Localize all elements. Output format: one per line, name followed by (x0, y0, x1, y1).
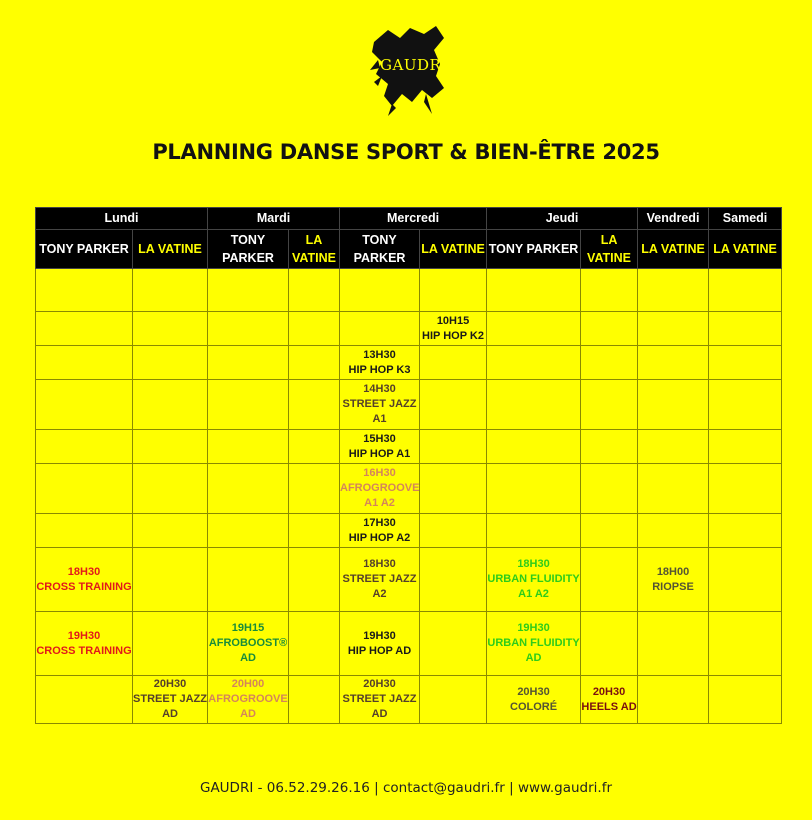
schedule-cell (289, 346, 340, 380)
schedule-cell (709, 464, 782, 514)
schedule-cell (208, 380, 289, 430)
schedule-cell (289, 464, 340, 514)
schedule-row (36, 548, 782, 612)
logo-text: GAUDRI (380, 56, 448, 74)
class-name: HIP HOP K2 (422, 329, 484, 342)
schedule-cell (289, 514, 340, 548)
schedule-row (36, 514, 782, 548)
footer-contact: GAUDRI - 06.52.29.26.16 | contact@gaudri.fr | www.gaudri.fr (199, 780, 613, 796)
schedule-cell (340, 312, 420, 346)
schedule-cell (208, 430, 289, 464)
schedule-cell (487, 514, 581, 548)
schedule-cell (581, 612, 638, 676)
class-time: 14H30 (363, 383, 396, 395)
class-time: 19H15 (231, 622, 265, 634)
schedule-cell (208, 312, 289, 346)
class-time: 19H30 (67, 629, 101, 642)
class-name: HEELS AD (581, 700, 637, 713)
schedule-cell (133, 464, 208, 514)
schedule-cell (487, 269, 581, 312)
class-name: HIP HOP K3 (348, 363, 411, 376)
schedule-cell (581, 312, 638, 346)
venue-header: LA VATINE (581, 230, 638, 269)
schedule-cell (36, 430, 133, 464)
schedule-row (36, 312, 782, 346)
schedule-cell (420, 269, 487, 312)
venues-header-row (36, 230, 782, 269)
venue-header: TONY PARKER (340, 230, 420, 269)
schedule-cell (208, 612, 289, 676)
class-time: 20H30 (363, 678, 396, 690)
class-time: 19H30 (517, 622, 550, 634)
schedule-cell (581, 548, 638, 612)
days-header-row (36, 208, 782, 230)
venue-header: TONY PARKER (36, 230, 133, 269)
schedule-cell (133, 312, 208, 346)
schedule-cell (133, 612, 208, 676)
schedule-cell (208, 464, 289, 514)
schedule-table (35, 207, 782, 724)
class-name: STREET JAZZ A1 (342, 398, 417, 425)
schedule-cell (340, 430, 420, 464)
schedule-cell (638, 430, 709, 464)
schedule-cell (289, 612, 340, 676)
schedule-cell (487, 312, 581, 346)
day-header: Vendredi (638, 208, 709, 230)
schedule-cell (638, 612, 709, 676)
venue-header: TONY PARKER (487, 230, 581, 269)
schedule-row (36, 380, 782, 430)
class-name: RIOPSE (652, 580, 694, 593)
schedule-cell (638, 380, 709, 430)
schedule-cell (36, 346, 133, 380)
schedule-cell (36, 676, 133, 724)
venue-header: LA VATINE (289, 230, 340, 269)
schedule-cell (420, 676, 487, 724)
schedule-cell (638, 514, 709, 548)
class-name: URBAN FLUIDITY AD (487, 637, 580, 664)
schedule-cell (208, 346, 289, 380)
schedule-cell (208, 548, 289, 612)
schedule-cell (133, 380, 208, 430)
schedule-cell (638, 312, 709, 346)
schedule-cell (36, 548, 133, 612)
class-time: 20H30 (153, 678, 187, 690)
schedule-cell (340, 380, 420, 430)
schedule-cell (133, 676, 208, 724)
class-time: 18H30 (67, 565, 101, 578)
schedule-cell (133, 269, 208, 312)
venue-header: LA VATINE (709, 230, 782, 269)
class-time: 20H30 (517, 685, 550, 698)
class-name: STREET JAZZ AD (133, 693, 207, 720)
class-name: CROSS TRAINING (36, 580, 132, 593)
schedule-cell (420, 380, 487, 430)
schedule-cell (208, 269, 289, 312)
schedule-cell (289, 269, 340, 312)
class-name: STREET JAZZ AD (342, 693, 417, 720)
schedule-cell (709, 514, 782, 548)
schedule-cell (133, 548, 208, 612)
schedule-cell (36, 269, 133, 312)
class-name: HIP HOP A1 (348, 447, 411, 460)
schedule-cell (133, 430, 208, 464)
class-time: 17H30 (363, 516, 396, 529)
schedule-cell (289, 676, 340, 724)
schedule-cell (487, 346, 581, 380)
schedule-cell (487, 612, 581, 676)
schedule-cell (487, 548, 581, 612)
schedule-cell (340, 676, 420, 724)
class-name: HIP HOP AD (347, 644, 412, 657)
class-time: 16H30 (363, 467, 396, 479)
venue-header: LA VATINE (420, 230, 487, 269)
class-name: HIP HOP A2 (348, 531, 411, 544)
schedule-cell (420, 548, 487, 612)
schedule-row (36, 346, 782, 380)
venue-header: TONY PARKER (208, 230, 289, 269)
day-header: Lundi (36, 208, 208, 230)
class-name: STREET JAZZ A2 (342, 573, 417, 600)
page-title: PLANNING DANSE SPORT & BIEN-ÊTRE 2025 (152, 140, 660, 164)
schedule-cell (36, 312, 133, 346)
schedule-cell (487, 464, 581, 514)
venue-header: LA VATINE (133, 230, 208, 269)
venue-header: LA VATINE (638, 230, 709, 269)
schedule-cell (487, 676, 581, 724)
schedule-cell (208, 514, 289, 548)
schedule-cell (208, 676, 289, 724)
class-time: 18H30 (363, 558, 396, 570)
class-name: AFROBOOST® AD (208, 637, 288, 664)
class-time: 18H30 (517, 558, 550, 570)
day-header: Mardi (208, 208, 340, 230)
schedule-cell (420, 514, 487, 548)
schedule-cell (36, 612, 133, 676)
schedule-cell (36, 464, 133, 514)
schedule-cell (420, 464, 487, 514)
day-header: Samedi (709, 208, 782, 230)
schedule-row (36, 269, 782, 312)
schedule-cell (638, 548, 709, 612)
schedule-cell (340, 464, 420, 514)
schedule-cell (487, 430, 581, 464)
schedule-cell (709, 612, 782, 676)
schedule-cell (581, 380, 638, 430)
schedule-cell (289, 430, 340, 464)
schedule-cell (709, 269, 782, 312)
schedule-cell (340, 612, 420, 676)
schedule-cell (581, 676, 638, 724)
schedule-row (36, 676, 782, 724)
schedule-cell (487, 380, 581, 430)
schedule-cell (289, 548, 340, 612)
schedule-cell (638, 676, 709, 724)
schedule-row (36, 430, 782, 464)
schedule-cell (420, 312, 487, 346)
schedule-cell (420, 346, 487, 380)
schedule-cell (133, 514, 208, 548)
schedule-cell (420, 612, 487, 676)
schedule-cell (638, 464, 709, 514)
schedule-cell (340, 269, 420, 312)
schedule-cell (638, 346, 709, 380)
class-time: 10H15 (436, 314, 470, 327)
schedule-cell (709, 676, 782, 724)
schedule-cell (709, 312, 782, 346)
schedule-cell (581, 269, 638, 312)
class-time: 19H30 (363, 629, 396, 642)
schedule-cell (340, 346, 420, 380)
class-name: CROSS TRAINING (36, 644, 132, 657)
schedule-cell (340, 548, 420, 612)
schedule-cell (709, 380, 782, 430)
schedule-cell (581, 464, 638, 514)
class-name: AFROGROOVE AD (208, 693, 288, 720)
schedule-cell (581, 514, 638, 548)
day-header: Mercredi (340, 208, 487, 230)
day-header: Jeudi (487, 208, 638, 230)
schedule-body (36, 269, 782, 724)
class-time: 20H30 (592, 685, 626, 698)
class-time: 13H30 (363, 348, 396, 361)
class-time: 15H30 (363, 432, 396, 445)
class-name: COLORÉ (510, 700, 558, 713)
class-name: URBAN FLUIDITY A1 A2 (487, 573, 580, 600)
schedule-cell (709, 346, 782, 380)
class-time: 18H00 (656, 565, 690, 578)
schedule-cell (133, 346, 208, 380)
schedule-cell (36, 380, 133, 430)
schedule-cell (638, 269, 709, 312)
schedule-cell (289, 380, 340, 430)
class-name: AFROGROOVE A1 A2 (340, 482, 420, 509)
schedule-cell (420, 430, 487, 464)
gaudri-logo (366, 24, 450, 116)
schedule-cell (581, 430, 638, 464)
schedule-cell (289, 312, 340, 346)
class-time: 20H00 (231, 678, 265, 690)
schedule-cell (709, 548, 782, 612)
schedule-cell (36, 514, 133, 548)
schedule-cell (340, 514, 420, 548)
schedule-cell (709, 430, 782, 464)
schedule-row (36, 612, 782, 676)
schedule-cell (581, 346, 638, 380)
schedule-row (36, 464, 782, 514)
